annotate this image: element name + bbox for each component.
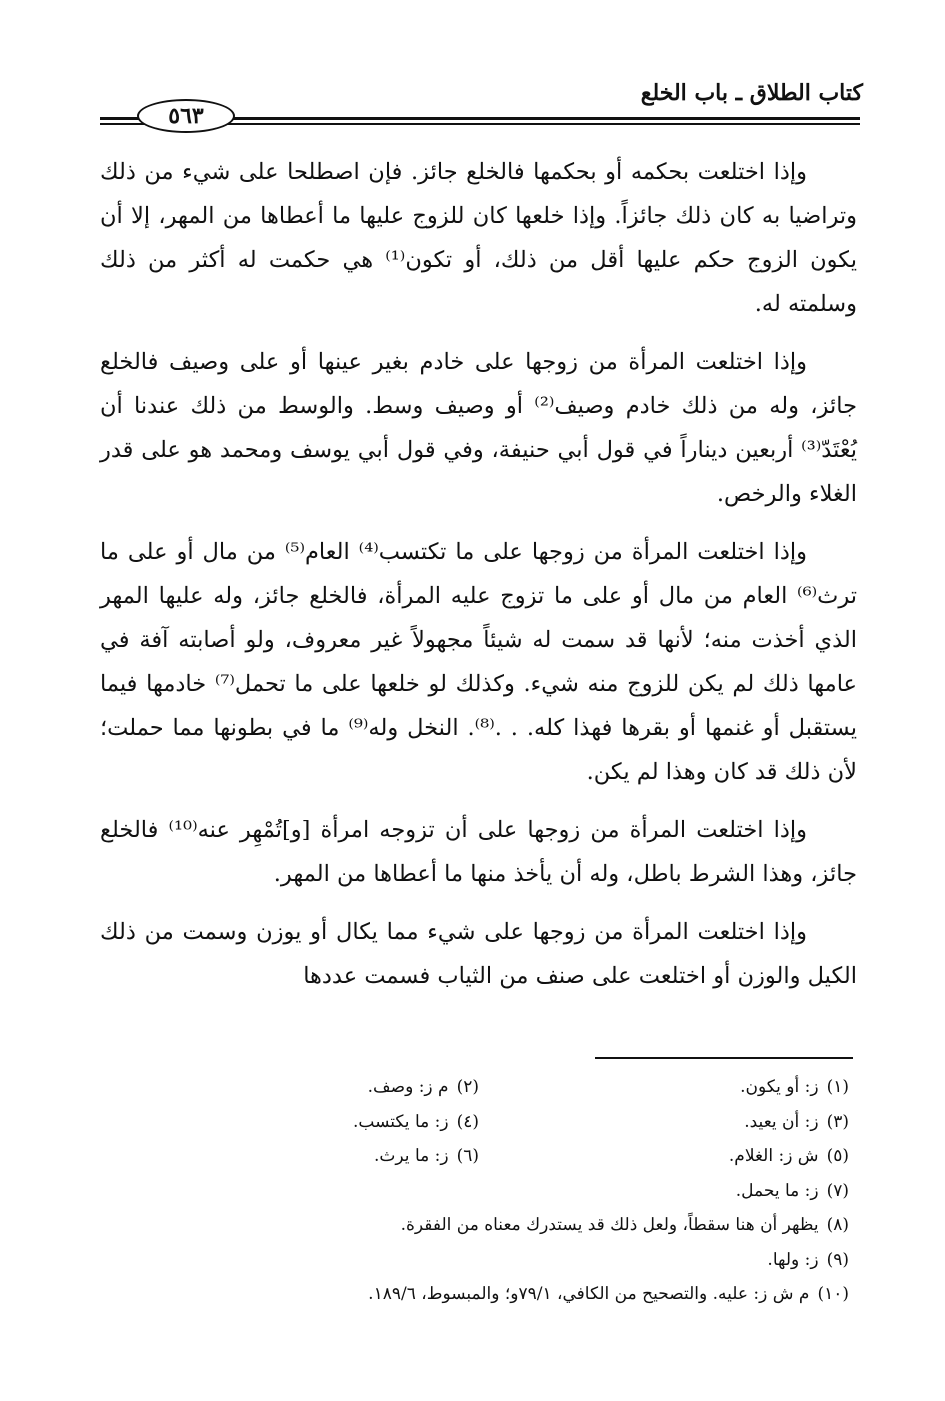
footnote-text: ز: أن يعيد.: [744, 1111, 819, 1132]
paragraph: وإذا اختلعت المرأة من زوجها على خادم بغير عينها أو على وصيف فالخلع جائز، وله من ذلك خادم وصيف⁽²⁾ أو وصيف وسط. والوسط من ذلك عندنا أن يُعْتَدّ⁽³⁾ أربعين ديناراً في قول أبي حنيفة، وفي قول أبي يوسف ومحمد هو على قدر الغلاء والرخص.: [100, 349, 857, 507]
footnote: [109, 1139, 479, 1174]
footnote: [109, 1070, 479, 1105]
paragraph: وإذا اختلعت المرأة من زوجها على أن تزوجه امرأة [و]تُمْهِر عنه⁽¹⁰⁾ فالخلع جائز، وهذا الشرط باطل، وله أن يأخذ منها ما أعطاها من المهر.: [100, 817, 857, 887]
footnote-separator: [595, 1057, 853, 1059]
footnote: [479, 1105, 849, 1140]
footnote: [479, 1139, 849, 1174]
footnote-text: يظهر أن هنا سقطاً، ولعل ذلك قد يستدرك معناه من الفقرة.: [400, 1215, 819, 1235]
footnote-text: ز: ما يحمل.: [735, 1180, 819, 1201]
footnote-number: (٨): [826, 1215, 849, 1235]
footnote-number: (٤): [456, 1111, 479, 1132]
paragraph: وإذا اختلعت بحكمه أو بحكمها فالخلع جائز. فإن اصطلحا على شيء من ذلك وتراضيا به كان ذلك جائزاً. وإذا خلعها كان للزوج عليها ما أعطاها من المهر، إلا أن يكون الزوج حكم عليها أقل من ذلك، أو تكون⁽¹⁾ هي حكمت له أكثر من ذلك وسلمته له.: [100, 159, 857, 317]
footnote-number: (٥): [826, 1146, 849, 1166]
footnote: [100, 1243, 849, 1278]
footnote-number: (١٠): [817, 1284, 849, 1304]
footnote: [479, 1070, 849, 1105]
footnote: [100, 1174, 849, 1209]
footnote-text: م ز: وصف.: [367, 1077, 449, 1097]
footnote-number: (١): [826, 1077, 849, 1097]
footnote-number: (٧): [826, 1180, 849, 1201]
footnote-row: [100, 1070, 849, 1105]
footnote: [100, 1277, 849, 1312]
footnote-text: ش ز: الغلام.: [728, 1146, 819, 1166]
footnote-text: ز: ولها.: [767, 1249, 819, 1270]
footnote-text: ز: ما يكتسب.: [353, 1111, 449, 1132]
main-text: [100, 150, 857, 1012]
paragraph: وإذا اختلعت المرأة من زوجها على شيء مما يكال أو يوزن وسمت من ذلك الكيل والوزن أو اختلعت على صنف من الثياب فسمت عددها: [100, 919, 857, 989]
footnote-number: (٩): [826, 1249, 849, 1270]
footnote: [100, 1208, 849, 1243]
footnote-row: [100, 1105, 849, 1140]
footnote-number: (٢): [456, 1077, 479, 1097]
footnote-row: [100, 1139, 849, 1174]
footnote-text: ز: أو يكون.: [740, 1077, 819, 1097]
paragraph: وإذا اختلعت المرأة من زوجها على ما تكتسب⁽⁴⁾ العام⁽⁵⁾ من مال أو على ما ترث⁽⁶⁾ العام من مال أو على ما تزوج عليه المرأة، فالخلع جائز، وله عليها المهر الذي أخذت منه؛ لأنها قد سمت له شيئاً مجهولاً غير معروف، ولو أصابته آفة في عامها ذلك لم يكن للزوج منه شيء. وكذلك لو خلعها على ما تحمل⁽⁷⁾ خادمها فيما يستقبل أو غنمها أو بقرها فهذا كله. . .⁽⁸⁾. النخل وله⁽⁹⁾ ما في بطونها مما حملت؛ لأن ذلك قد كان وهذا لم يكن.: [100, 539, 858, 785]
footnote: [109, 1105, 479, 1140]
footnote-number: (٦): [456, 1146, 479, 1166]
footnote-text: م ش ز: عليه. والتصحيح من الكافي، ٧٩/١و؛ والمبسوط، ١٨٩/٦.: [368, 1284, 810, 1304]
footnote-number: (٣): [826, 1111, 849, 1132]
footnotes: [100, 1070, 849, 1312]
running-title: كتاب الطلاق ـ باب الخلع: [640, 80, 863, 106]
footnote-text: ز: ما يرث.: [374, 1146, 449, 1166]
page-number: ٥٦٣: [137, 99, 235, 133]
